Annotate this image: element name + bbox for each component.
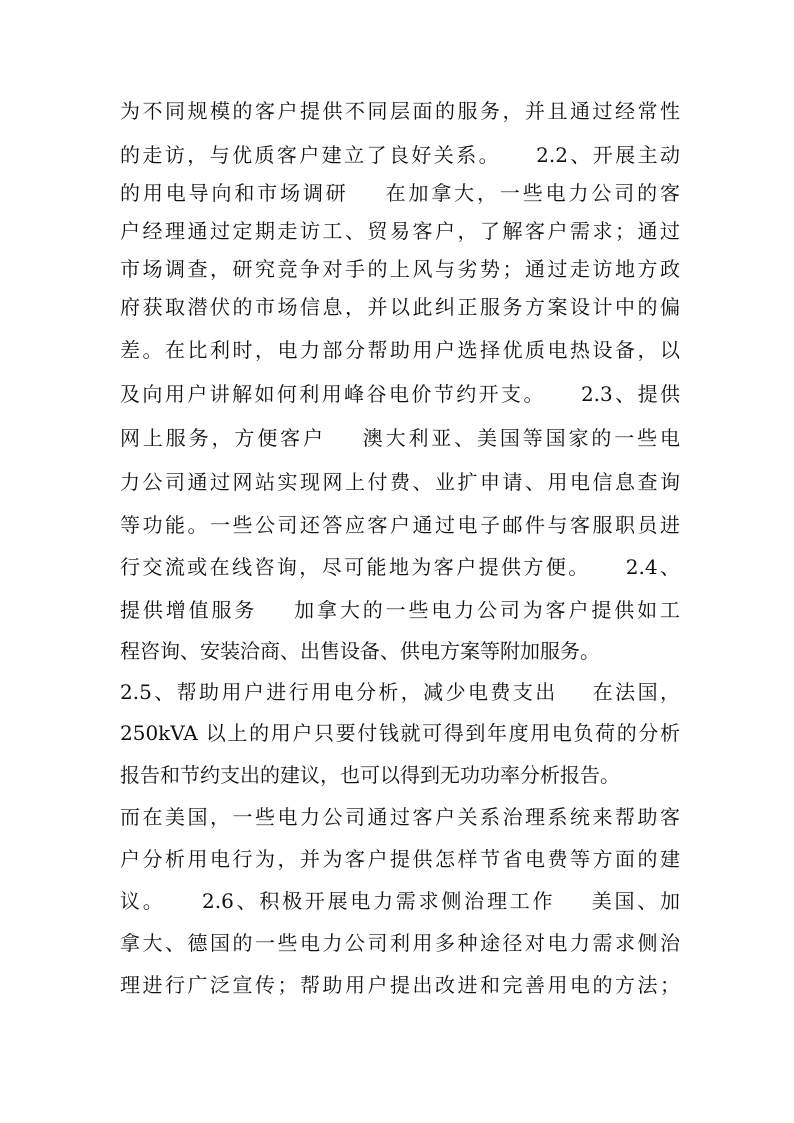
text-line: 等功能。一些公司还答应客户通过电子邮件与客服职员进 — [120, 513, 680, 537]
text-line: 为不同规模的客户提供不同层面的服务，并且通过经常性 — [120, 99, 680, 123]
text-line: 差。在比利时，电力部分帮助用户选择优质电热设备，以 — [120, 338, 680, 362]
text-line: 行交流或在线咨询，尽可能地为客户提供方便。 2.4、 — [120, 555, 680, 579]
text-line: 报告和节约支出的建议，也可以得到无功功率分析报告。 — [120, 763, 620, 787]
text-line: 程咨询、安装洽商、出售设备、供电方案等附加服务。 — [120, 639, 600, 663]
text-line: 力公司通过网站实现网上付费、业扩申请、用电信息查询 — [120, 470, 680, 494]
text-line: 250kVA 以上的用户只要付钱就可得到年度用电负荷的分析 — [120, 721, 680, 745]
text-line: 而在美国，一些电力公司通过客户关系治理系统来帮助客 — [120, 805, 680, 829]
text-line: 府获取潜伏的市场信息，并以此纠正服务方案设计中的偏 — [120, 295, 680, 319]
text-line: 拿大、德国的一些电力公司利用多种途径对电力需求侧治 — [120, 931, 680, 955]
text-line: 户分析用电行为，并为客户提供怎样节省电费等方面的建 — [120, 847, 680, 871]
text-line: 2.5、帮助用户进行用电分析，减少电费支出 在法国， — [120, 680, 680, 704]
text-line: 户经理通过定期走访工、贸易客户，了解客户需求；通过 — [120, 219, 680, 243]
text-line: 网上服务，方便客户 澳大利亚、美国等国家的一些电 — [120, 426, 680, 450]
text-line: 的用电导向和市场调研 在加拿大，一些电力公司的客 — [120, 181, 680, 205]
text-line: 的走访，与优质客户建立了良好关系。 2.2、开展主动 — [120, 143, 680, 167]
text-line: 议。 2.6、积极开展电力需求侧治理工作 美国、加 — [120, 889, 680, 913]
text-line: 提供增值服务 加拿大的一些电力公司为客户提供如工 — [120, 598, 680, 622]
text-line: 市场调查，研究竞争对手的上风与劣势；通过走访地方政 — [120, 257, 680, 281]
text-line: 理进行广泛宣传；帮助用户提出改进和完善用电的方法； — [120, 973, 680, 997]
text-line: 及向用户讲解如何利用峰谷电价节约开支。 2.3、提供 — [120, 382, 680, 406]
